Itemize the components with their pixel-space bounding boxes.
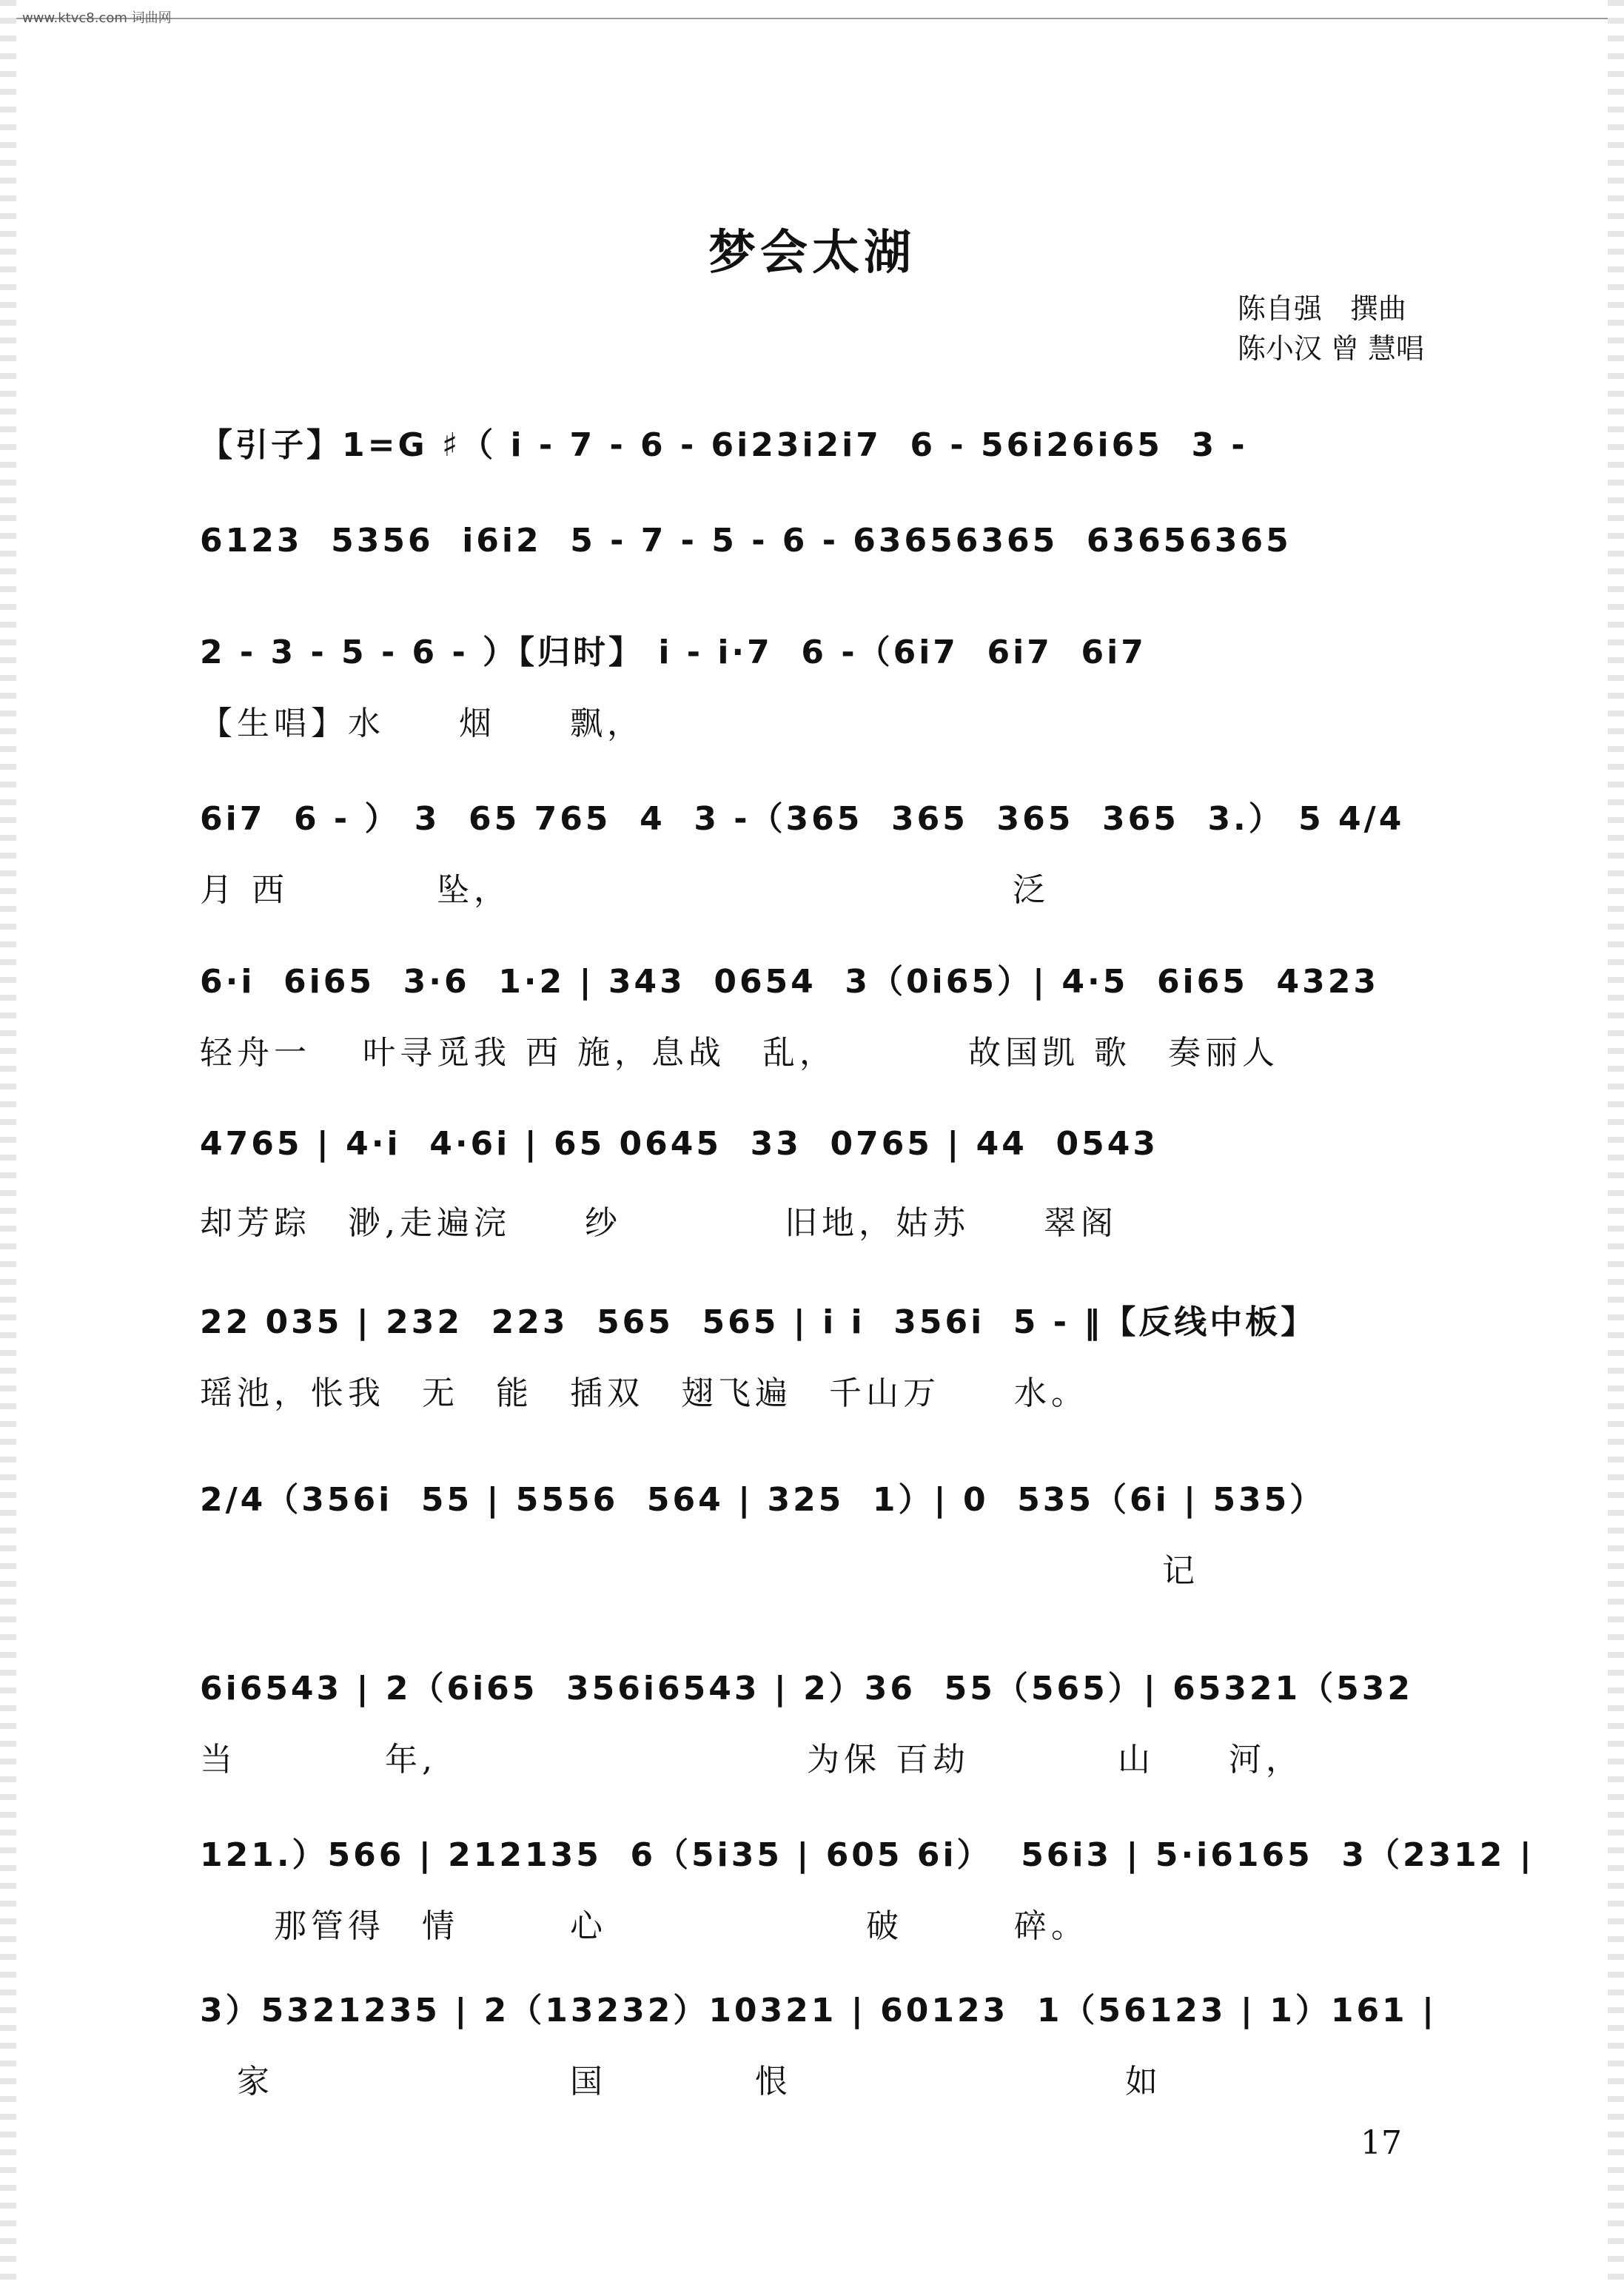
lyric-line: 那管得 情 心 破 碎。 xyxy=(200,1907,1088,1945)
notation-line: 6i7 6 - ） 3 65 765 4 3 -（365 365 365 365 3.） 5 4/4 xyxy=(200,800,1405,838)
lyric-line: 家 国 恨 如 xyxy=(200,2063,1162,2100)
lyric-line: 记 xyxy=(200,1552,1199,1590)
notation-line: 2 - 3 - 5 - 6 - ）【归时】 i - i·7 6 -（6i7 6i7 6i7 xyxy=(200,634,1147,671)
notation-line: 6123 5356 i6i2 5 - 7 - 5 - 6 - 63656365 63656365 xyxy=(200,522,1292,560)
notation-line: 2/4（356i 55 | 5556 564 | 325 1）| 0 535（6i | 535） xyxy=(200,1481,1326,1519)
notation-line: 3）5321235 | 2（13232）10321 | 60123 1（56123 | 1）161 | xyxy=(200,1992,1437,2029)
notation-line: 6i6543 | 2（6i65 356i6543 | 2）36 55（565）| 65321（532 xyxy=(200,1670,1414,1707)
staff-row xyxy=(200,625,1443,788)
notation-line: 【引子】1=G ♯（ i - 7 - 6 - 6i23i2i7 6 - 56i26i65 3 - xyxy=(200,426,1248,464)
composer-credit: 陈自强 撰曲 xyxy=(1237,292,1406,325)
staff-row xyxy=(200,1984,1443,2146)
notation-line: 22 035 | 232 223 565 565 | i i 356i 5 - ‖【反线中板】 xyxy=(200,1303,1317,1341)
staff-row xyxy=(200,1828,1534,1991)
watermark: www.ktvc8.com 词曲网 xyxy=(22,10,172,26)
staff-row xyxy=(200,792,1443,955)
lyric-line: 瑶池，怅我 无 能 插双 翅飞遍 千山万 水。 xyxy=(200,1374,1088,1412)
page-number: 17 xyxy=(1360,2124,1402,2162)
top-rule xyxy=(16,18,1608,19)
staff-row xyxy=(200,1125,1443,1288)
staff-row xyxy=(200,955,1443,1118)
song-title: 梦会太湖 xyxy=(708,225,916,281)
staff-row xyxy=(200,1473,1443,1636)
lyric-line: 【生唱】水 烟 飘， xyxy=(200,705,644,742)
notation-line: 121.）566 | 212135 6（5i35 | 605 6i） 56i3 | 5·i6165 3（2312 | xyxy=(200,1836,1534,1874)
lyric-line: 当 年, 为保 百劫 山 河， xyxy=(200,1741,1303,1779)
notation-line: 6·i 6i65 3·6 1·2 | 343 0654 3（0i65）| 4·5 6i65 4323 xyxy=(200,963,1379,1001)
lyric-line: 月 西 坠， 泛 xyxy=(200,871,1050,909)
notation-line: 4765 | 4·i 4·6i | 65 0645 33 0765 | 44 0543 xyxy=(200,1125,1158,1163)
lyric-line: 却芳踪 渺,走遍浣 纱 旧地，姑苏 翠阁 xyxy=(200,1204,1118,1242)
left-border xyxy=(0,0,16,2287)
staff-row xyxy=(200,1662,1443,1824)
right-border xyxy=(1608,0,1624,2287)
singers-credit: 陈小汉 曾 慧唱 xyxy=(1237,332,1424,365)
staff-row xyxy=(200,1295,1443,1458)
credits xyxy=(1238,289,1424,369)
lyric-line: 轻舟一 叶寻觅我 西 施，息战 乱， 故国凯 歌 奏丽人 xyxy=(200,1034,1279,1072)
